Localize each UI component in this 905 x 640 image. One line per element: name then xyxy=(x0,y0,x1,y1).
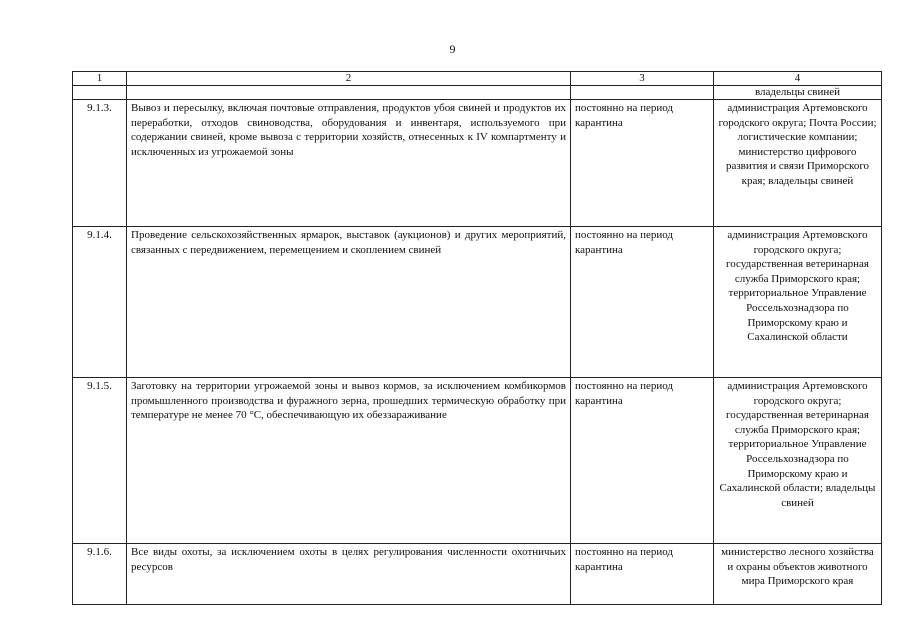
continuation-cell-3 xyxy=(571,86,714,100)
continuation-row xyxy=(73,86,882,100)
table-row xyxy=(73,544,882,605)
row-measure: Проведение сельскохозяйственных ярмарок, выставок (аукционов) и других мероприятий, связанных с передвижением, перемещением и скоплением свиней xyxy=(127,227,571,378)
page-number: 9 xyxy=(449,42,456,56)
header-col-1: 1 xyxy=(73,72,127,86)
row-number: 9.1.3. xyxy=(73,100,127,227)
table-header-row xyxy=(73,72,882,86)
row-number: 9.1.4. xyxy=(73,227,127,378)
row-responsible: администрация Артемовского городского округа; государственная ветеринарная служба Приморского края; территориальное Управление Россельхознадзора по Приморскому краю и Сахалинской области xyxy=(714,227,882,378)
table-row xyxy=(73,227,882,378)
row-number: 9.1.5. xyxy=(73,378,127,544)
row-period: постоянно на период карантина xyxy=(571,227,714,378)
continuation-cell-2 xyxy=(127,86,571,100)
continuation-cell-1 xyxy=(73,86,127,100)
row-period: постоянно на период карантина xyxy=(571,378,714,544)
header-col-3: 3 xyxy=(571,72,714,86)
header-col-4: 4 xyxy=(714,72,882,86)
row-measure: Заготовку на территории угрожаемой зоны и вывоз кормов, за исключением комбикормов промышленного производства и фуражного зерна, прошедших термическую обработку при температуре не менее 70 °C, обеспечивающую их обеззараживание xyxy=(127,378,571,544)
row-period: постоянно на период карантина xyxy=(571,100,714,227)
measures-table xyxy=(72,71,882,605)
row-period: постоянно на период карантина xyxy=(571,544,714,605)
row-measure: Все виды охоты, за исключением охоты в целях регулирования численности охотничьих ресурсов xyxy=(127,544,571,605)
row-measure: Вывоз и пересылку, включая почтовые отправления, продуктов убоя свиней и продуктов их переработки, отходов свиноводства, оборудования и инвентаря, используемого при содержании свиней, кроме вывоза с территории хозяйств, отнесенных к IV компартменту и исключенных из угрожаемой зоны xyxy=(127,100,571,227)
row-responsible: министерство лесного хозяйства и охраны объектов животного мира Приморского края xyxy=(714,544,882,605)
table-row xyxy=(73,100,882,227)
row-responsible: администрация Артемовского городского округа; Почта России; логистические компании; министерство цифрового развития и связи Приморского края; владельцы свиней xyxy=(714,100,882,227)
continuation-cell-4: владельцы свиней xyxy=(714,86,882,100)
row-number: 9.1.6. xyxy=(73,544,127,605)
table-row xyxy=(73,378,882,544)
row-responsible: администрация Артемовского городского округа; государственная ветеринарная служба Приморского края; территориальное Управление Россельхознадзора по Приморскому краю и Сахалинской области; владельцы свиней xyxy=(714,378,882,544)
header-col-2: 2 xyxy=(127,72,571,86)
